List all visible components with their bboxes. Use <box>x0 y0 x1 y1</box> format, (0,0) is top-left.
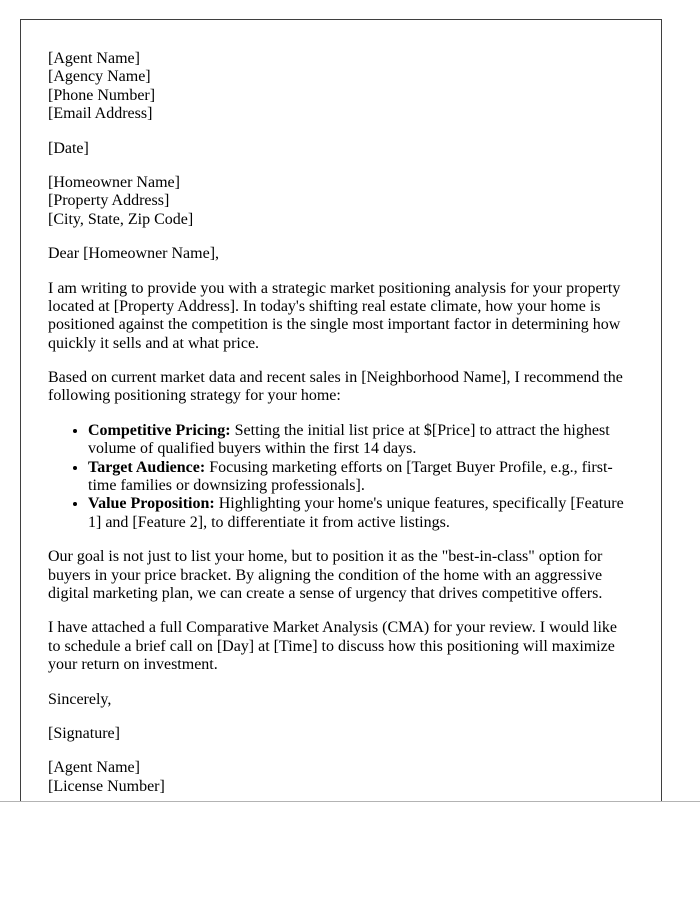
signature-block <box>48 759 633 796</box>
bullet-target-audience-label: Target Audience: <box>88 458 206 476</box>
signoff: Sincerely, <box>48 690 112 708</box>
bullet-competitive-pricing-label: Competitive Pricing: <box>88 421 231 439</box>
recipient-homeowner-name: [Homeowner Name] <box>48 173 180 191</box>
salutation: Dear [Homeowner Name], <box>48 245 220 263</box>
bullet-target-audience <box>88 459 633 496</box>
paragraph-intro: I am writing to provide you with a strategic market positioning analysis for your property located at [Property Address]. In today's shifting real estate climate, how your home is positioned against the competition is the single most important factor in determining how quickly it sells and at what price. <box>48 279 621 352</box>
sender-agent-name: [Agent Name] <box>48 50 140 67</box>
bullet-value-proposition <box>88 495 633 532</box>
bullet-value-proposition-text: Highlighting your home's unique features, specifically [Feature 1] and [Feature 2], to differentiate it from active listings. <box>88 495 624 531</box>
recipient-block <box>48 174 633 229</box>
recipient-property-address: [Property Address] <box>48 192 170 210</box>
signature-placeholder: [Signature] <box>48 724 120 742</box>
paragraph-cma-followup: I have attached a full Comparative Market Analysis (CMA) for your review. I would like to schedule a brief call on [Day] at [Time] to discuss how this positioning will maximize your return on investment. <box>48 619 618 674</box>
bullet-competitive-pricing-text: Setting the initial list price at $[Price] to attract the highest volume of qualified buyers within the first 14 days. <box>88 421 610 458</box>
bullet-competitive-pricing <box>88 422 633 459</box>
bullet-value-proposition-label: Value Proposition: <box>88 495 215 513</box>
sender-block <box>48 50 633 124</box>
bullet-target-audience-text: Focusing marketing efforts on [Target Buyer Profile, e.g., first-time families or downsizing professionals]. <box>88 458 613 495</box>
recipient-city-state-zip: [City, State, Zip Code] <box>48 210 194 228</box>
paragraph-recommendation: Based on current market data and recent sales in [Neighborhood Name], I recommend the following positioning strategy for your home: <box>48 369 623 405</box>
signature-agent-name: [Agent Name] <box>48 759 140 777</box>
page-bottom-divider <box>0 801 700 802</box>
sender-agency-name: [Agency Name] <box>48 68 151 86</box>
letter-page <box>20 19 662 801</box>
paragraph-goal: Our goal is not just to list your home, but to position it as the "best-in-class" option for buyers in your price bracket. By aligning the condition of the home with an aggressive digital marketing plan, we can create a sense of urgency that drives competitive offers. <box>48 548 603 602</box>
positioning-strategy-list <box>48 422 633 532</box>
letter-date: [Date] <box>48 139 89 157</box>
signature-license-number: [License Number] <box>48 777 165 795</box>
sender-email-address: [Email Address] <box>48 105 153 123</box>
sender-phone-number: [Phone Number] <box>48 86 156 104</box>
